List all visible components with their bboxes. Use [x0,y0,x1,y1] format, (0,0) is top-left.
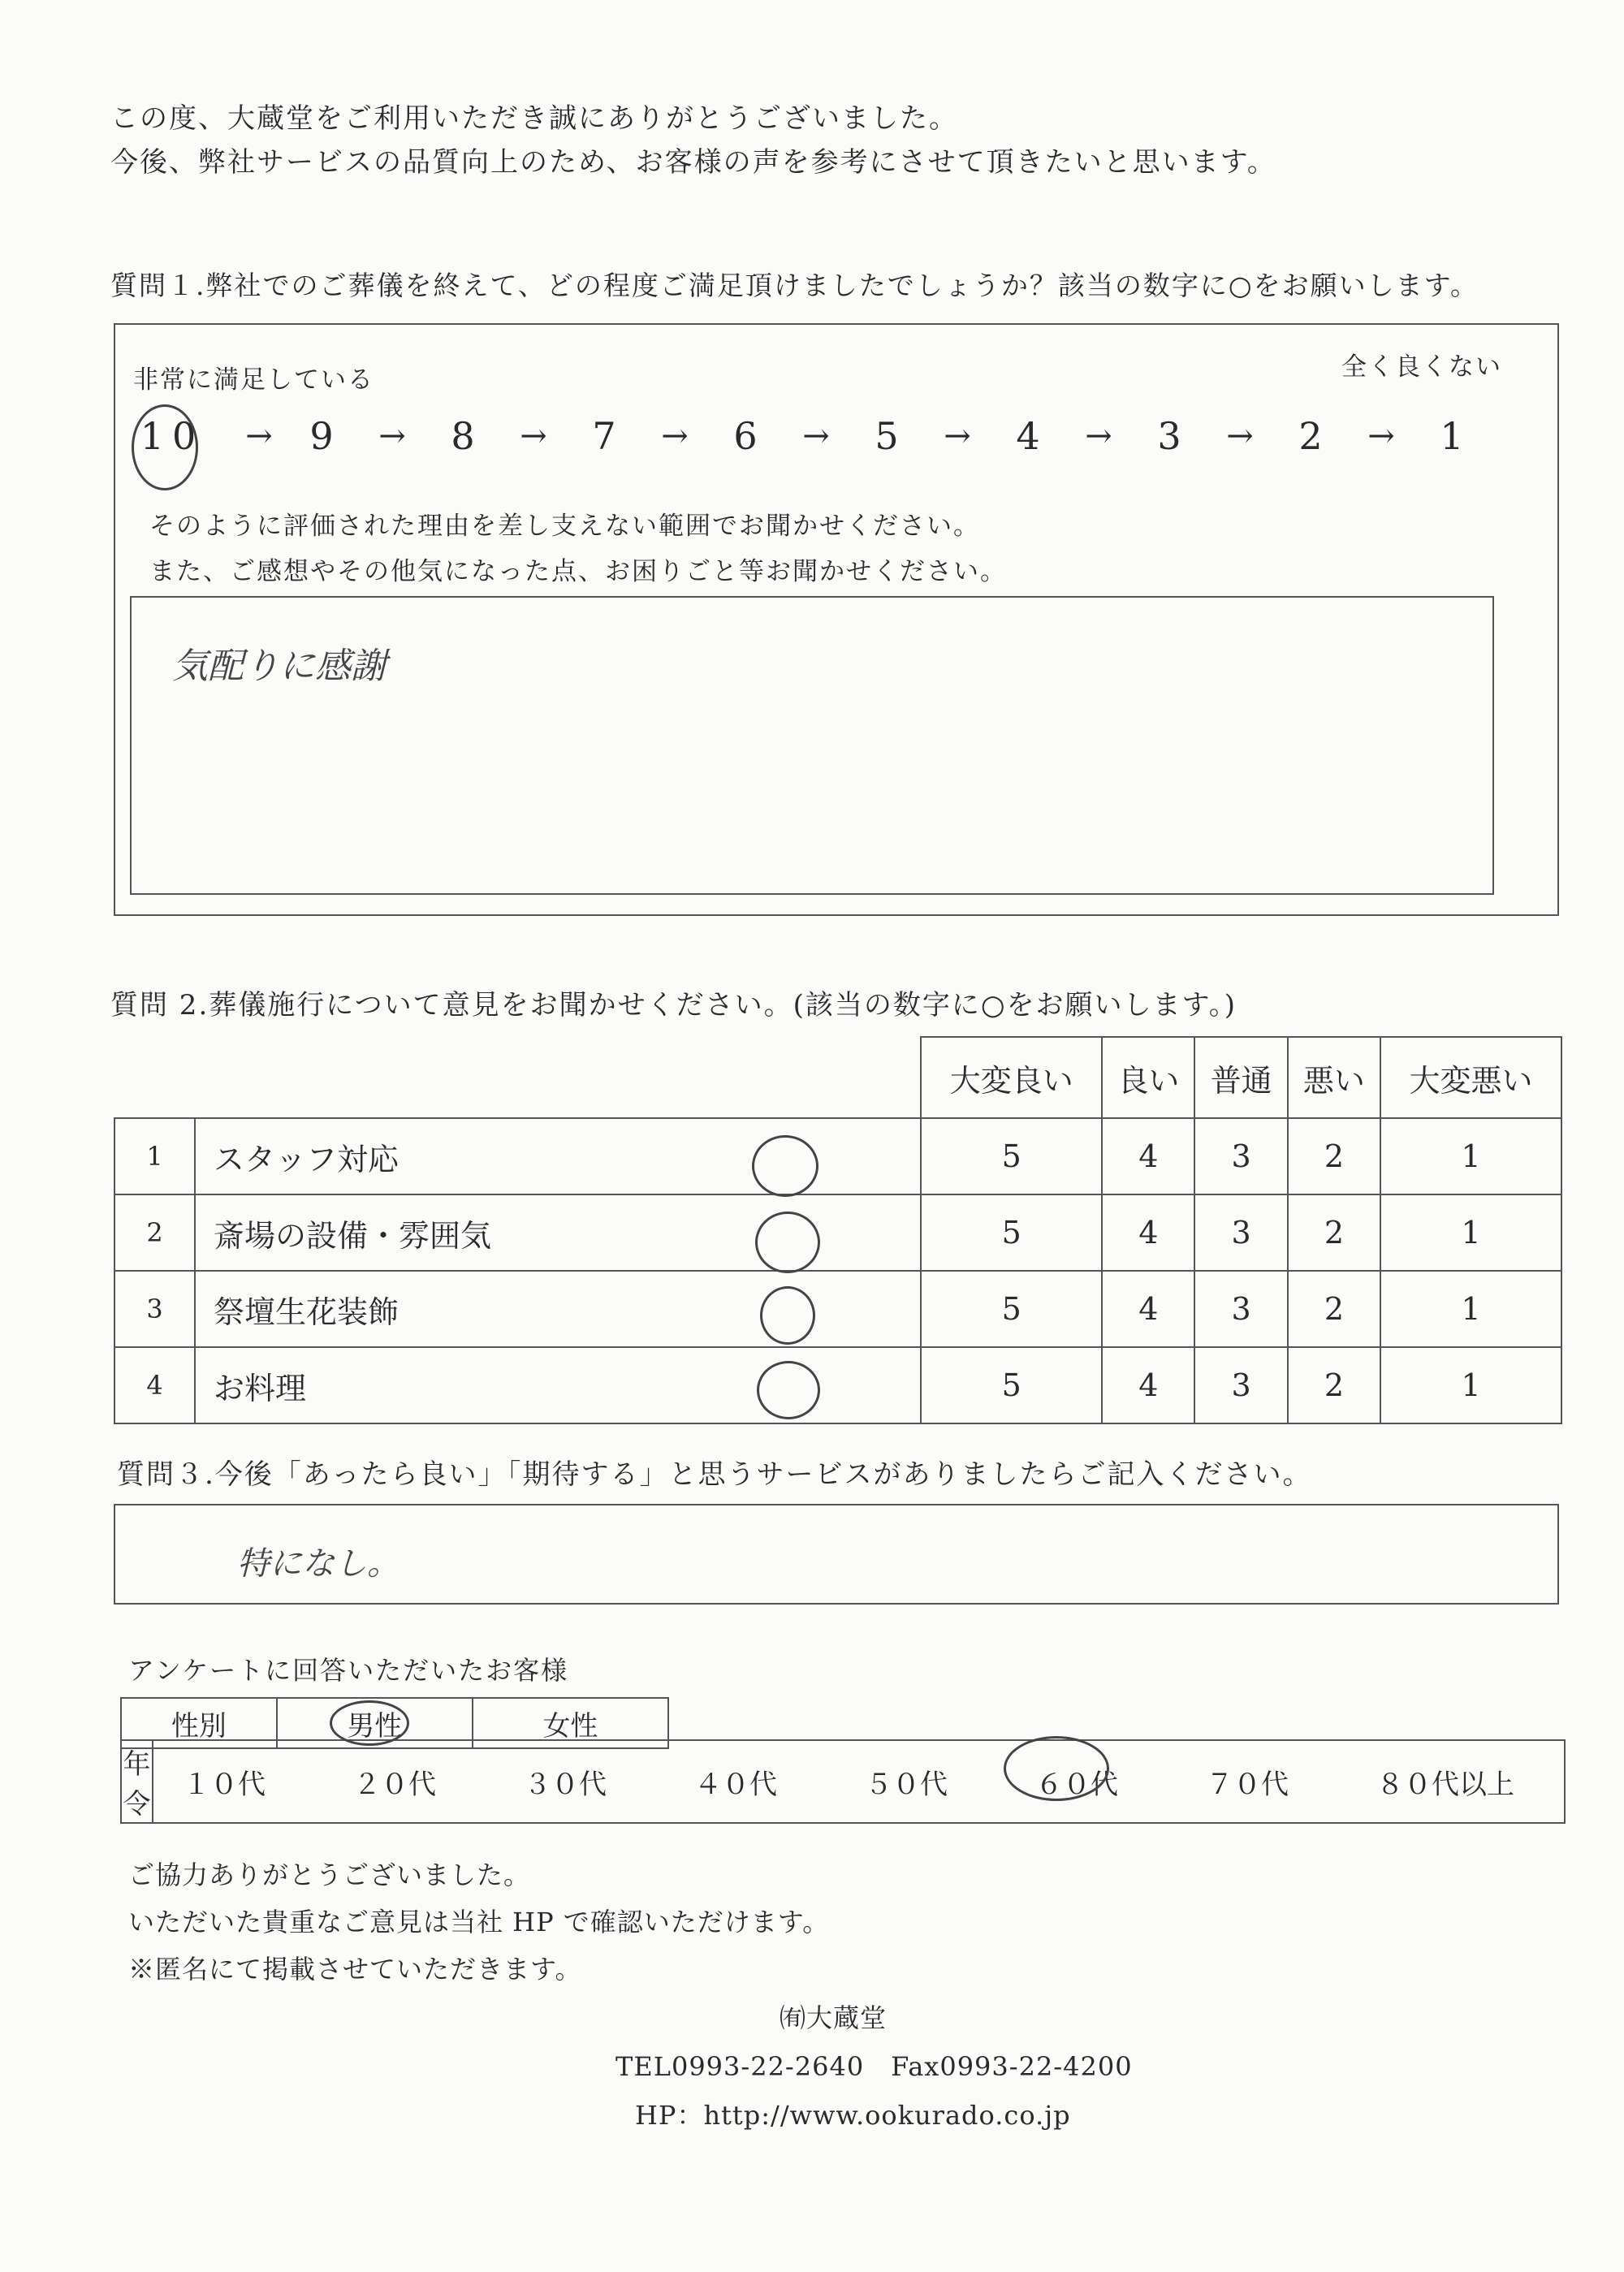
q2-option-3[interactable]: 3 [1194,1271,1287,1347]
q2-option-1[interactable]: 1 [1380,1347,1561,1423]
arrow-right-icon: → [245,417,273,455]
q1-rating-option-4[interactable]: 4 [1016,414,1040,458]
q2-row-label: 祭壇生花装飾 [195,1271,921,1347]
q1-rating-option-6[interactable]: 6 [733,414,758,458]
q2-option-1[interactable]: 1 [1380,1118,1561,1194]
arrow-right-icon: → [1085,417,1112,455]
footer-thanks: ご協力ありがとうございました。 [128,1859,531,1890]
q2-header-blank [114,1037,921,1118]
q2-option-5[interactable]: 5 [921,1271,1102,1347]
footer-hp: HP：http://www.ookurado.co.jp [635,2100,1071,2131]
q1-handwritten-answer: 気配りに感謝 [172,646,387,687]
q2-title: 質問 2.葬儀施行について意見をお聞かせください。(該当の数字に○をお願いします。) [110,989,1237,1022]
q1-reason-line-1: そのように評価された理由を差し支えない範囲でお聞かせください。 [149,512,980,541]
table-row [114,1118,1561,1194]
table-row [114,1271,1561,1347]
q2-option-3[interactable]: 3 [1194,1347,1287,1423]
q2-option-3[interactable]: 3 [1194,1118,1287,1194]
q1-rating-option-3[interactable]: 3 [1157,414,1181,458]
q1-title: 質問１.弊社でのご葬儀を終えて、どの程度ご満足頂けましたでしょうか？該当の数字に○をお願いします。 [110,270,1479,301]
q2-col-4: 悪い [1288,1037,1380,1118]
gender-option-female[interactable]: 女性 [473,1698,668,1748]
arrow-right-icon: → [1367,417,1395,455]
gender-label: 性別 [121,1698,277,1748]
footer-company: ㈲大蔵堂 [780,2002,888,2033]
q1-rating-option-5[interactable]: 5 [875,414,899,458]
q2-col-1: 大変良い [921,1037,1102,1118]
arrow-right-icon: → [802,417,830,455]
demographics-heading: アンケートに回答いただいたお客様 [128,1655,569,1686]
q2-option-2[interactable]: 2 [1288,1118,1380,1194]
q2-row-number: 1 [114,1118,195,1194]
q2-option-2[interactable]: 2 [1288,1271,1380,1347]
q2-circle-mark [752,1135,818,1197]
age-option[interactable]: ３０代 [524,1768,607,1801]
q2-option-4[interactable]: 4 [1102,1347,1194,1423]
q1-rating-scale [0,414,1624,471]
q2-option-5[interactable]: 5 [921,1118,1102,1194]
arrow-right-icon: → [661,417,689,455]
age-circle-mark [1004,1736,1109,1801]
q2-header-row [114,1037,1561,1118]
gender-circle-mark [330,1700,409,1746]
q2-option-4[interactable]: 4 [1102,1194,1194,1271]
arrow-right-icon: → [378,417,406,455]
age-option[interactable]: ２０代 [353,1768,436,1801]
q2-col-2: 良い [1102,1037,1194,1118]
q2-option-4[interactable]: 4 [1102,1118,1194,1194]
arrow-right-icon: → [1226,417,1254,455]
q1-rating-option-8[interactable]: 8 [451,414,475,458]
q2-row-number: 2 [114,1194,195,1271]
q1-rating-option-1[interactable]: 1 [1440,414,1464,458]
age-option[interactable]: ６０代 [1035,1768,1118,1801]
table-row [114,1194,1561,1271]
arrow-right-icon: → [520,417,547,455]
q3-title: 質問３.今後「あったら良い」「期待する」と思うサービスがありましたらご記入ください。 [117,1458,1312,1491]
q2-circle-mark [755,1212,820,1273]
table-row [114,1347,1561,1423]
age-option[interactable]: １０代 [183,1768,266,1801]
footer-note-1: いただいた貴重なご意見は当社 HP で確認いただけます。 [128,1907,830,1937]
q2-option-2[interactable]: 2 [1288,1194,1380,1271]
age-option[interactable]: ５０代 [865,1768,948,1801]
q1-rating-option-7[interactable]: 7 [592,414,616,458]
q2-col-3: 普通 [1194,1037,1287,1118]
q2-row-number: 3 [114,1271,195,1347]
q2-row-label: 斎場の設備・雰囲気 [195,1194,921,1271]
q2-option-1[interactable]: 1 [1380,1194,1561,1271]
gender-option-male[interactable]: 男性 [277,1698,473,1748]
q2-circle-mark [760,1286,815,1345]
q2-row-label: お料理 [195,1347,921,1423]
intro-line-2: 今後、弊社サービスの品質向上のため、お客様の声を参考にさせて頂きたいと思います。 [110,146,1276,179]
q2-option-4[interactable]: 4 [1102,1271,1194,1347]
q2-row-label: スタッフ対応 [195,1118,921,1194]
q1-rating-option-9[interactable]: 9 [309,414,334,458]
age-options-cell [153,1740,1565,1823]
age-options [160,1762,1563,1802]
age-label: 年令 [121,1740,153,1823]
age-option[interactable]: ４０代 [694,1768,777,1801]
q2-table [114,1036,1562,1424]
q3-handwritten-answer: 特になし。 [237,1545,400,1583]
q1-rating-option-10[interactable]: 10 [140,414,205,458]
q1-reason-line-2: また、ご感想やその他気になった点、お困りごと等お聞かせください。 [149,557,1007,586]
q2-circle-mark [757,1361,820,1419]
q2-option-2[interactable]: 2 [1288,1347,1380,1423]
q2-option-5[interactable]: 5 [921,1194,1102,1271]
age-table [120,1739,1566,1824]
q2-option-1[interactable]: 1 [1380,1271,1561,1347]
q1-left-label: 非常に満足している [133,365,374,395]
intro-line-1: この度、大蔵堂をご利用いただき誠にありがとうございました。 [110,102,958,135]
q1-circle-mark [132,404,198,490]
footer-note-2: ※匿名にて掲載させていただきます。 [128,1954,582,1985]
q2-row-number: 4 [114,1347,195,1423]
footer-tel: TEL0993-22-2640 Fax0993-22-4200 [615,2051,1133,2082]
age-option[interactable]: ８０代以上 [1376,1768,1514,1801]
q2-col-5: 大変悪い [1380,1037,1561,1118]
arrow-right-icon: → [944,417,971,455]
q1-rating-option-2[interactable]: 2 [1298,414,1323,458]
q1-right-label: 全く良くない [1341,352,1502,382]
q2-option-5[interactable]: 5 [921,1347,1102,1423]
q2-option-3[interactable]: 3 [1194,1194,1287,1271]
age-option[interactable]: ７０代 [1206,1768,1289,1801]
